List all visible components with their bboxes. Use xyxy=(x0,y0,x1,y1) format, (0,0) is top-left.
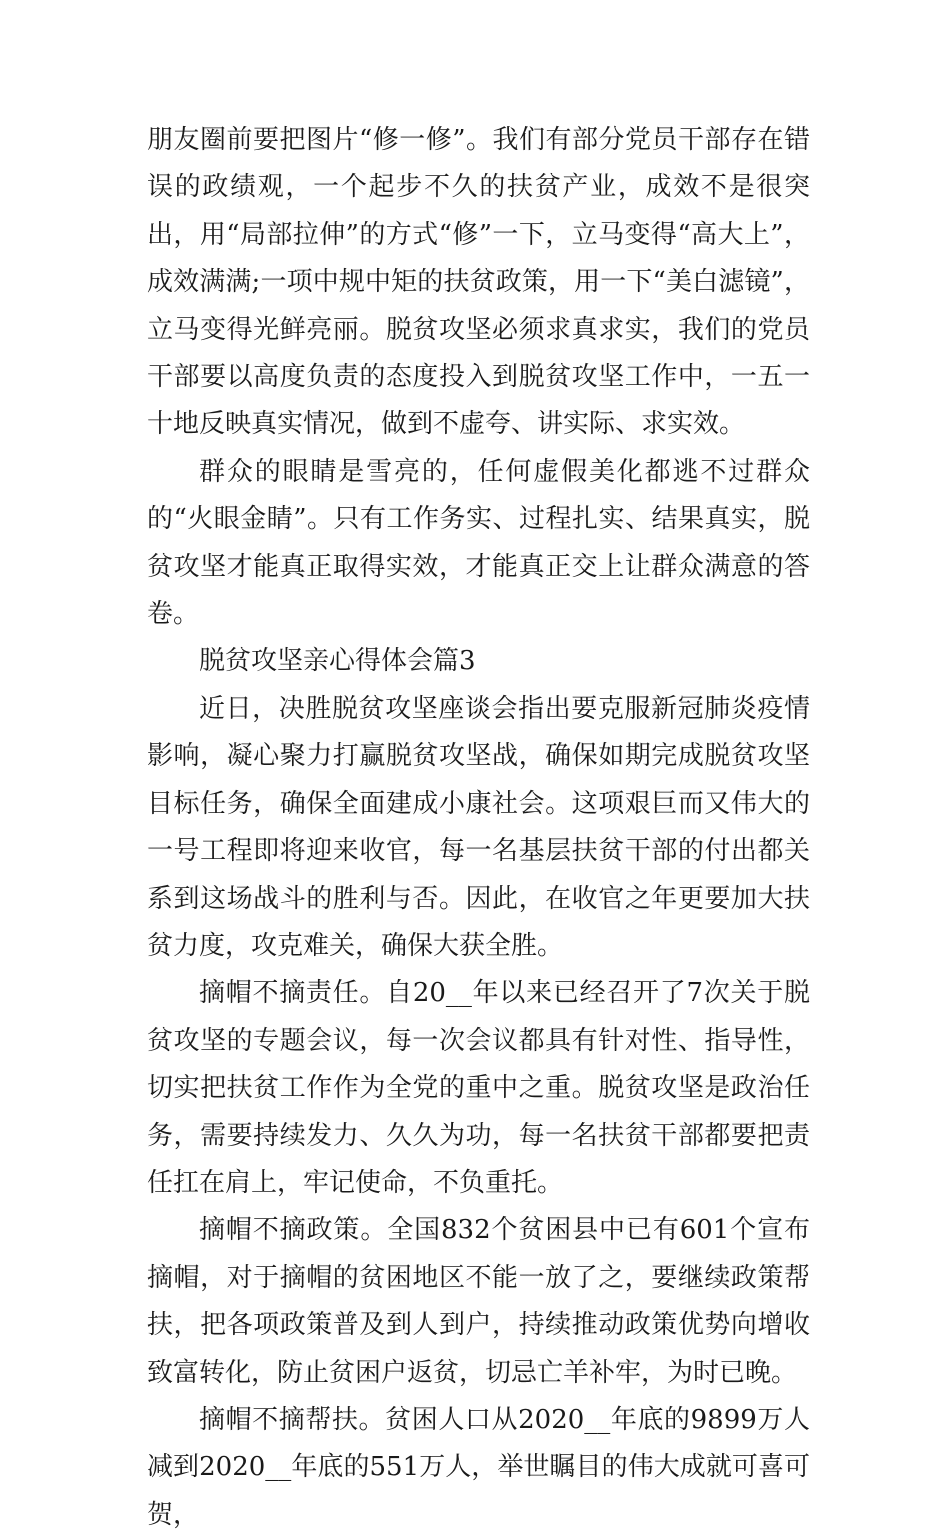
paragraph-3: 近日，决胜脱贫攻坚座谈会指出要克服新冠肺炎疫情影响，凝心聚力打赢脱贫攻坚战，确保如期完成脱贫攻坚目标任务，确保全面建成小康社会。这项艰巨而又伟大的一号工程即将迎来收官，每一名基层扶贫干部的付出都关系到这场战斗的胜利与否。因此，在收官之年更要加大扶贫力度，攻克难关，确保大获全胜。 xyxy=(147,693,810,961)
document-body xyxy=(147,117,810,1539)
paragraph-2: 群众的眼睛是雪亮的，任何虚假美化都逃不过群众的“火眼金睛”。只有工作务实、过程扎实、结果真实，脱贫攻坚才能真正取得实效，才能真正交上让群众满意的答卷。 xyxy=(147,456,810,630)
paragraph-4: 摘帽不摘责任。自20__年以来已经召开了7次关于脱贫攻坚的专题会议，每一次会议都具有针对性、指导性，切实把扶贫工作作为全党的重中之重。脱贫攻坚是政治任务，需要持续发力、久久为功，每一名扶贫干部都要把责任扛在肩上，牢记使命，不负重托。 xyxy=(147,978,810,1198)
paragraph-6: 摘帽不摘帮扶。贫困人口从2020__年底的9899万人减到2020__年底的551万人，举世瞩目的伟大成就可喜可贺， xyxy=(147,1404,810,1530)
section-heading: 脱贫攻坚亲心得体会篇3 xyxy=(199,646,476,677)
paragraph-5: 摘帽不摘政策。全国832个贫困县中已有601个宣布摘帽，对于摘帽的贫困地区不能一放了之，要继续政策帮扶，把各项政策普及到人到户，持续推动政策优势向增收致富转化，防止贫困户返贫，切忌亡羊补牢，为时已晚。 xyxy=(147,1215,810,1388)
paragraph-1: 朋友圈前要把图片“修一修”。我们有部分党员干部存在错误的政绩观，一个起步不久的扶贫产业，成效不是很突出，用“局部拉伸”的方式“修”一下，立马变得“高大上”，成效满满;一项中规中矩的扶贫政策，用一下“美白滤镜”，立马变得光鲜亮丽。脱贫攻坚必须求真求实，我们的党员干部要以高度负责的态度投入到脱贫攻坚工作中，一五一十地反映真实情况，做到不虚夸、讲实际、求实效。 xyxy=(147,125,810,440)
